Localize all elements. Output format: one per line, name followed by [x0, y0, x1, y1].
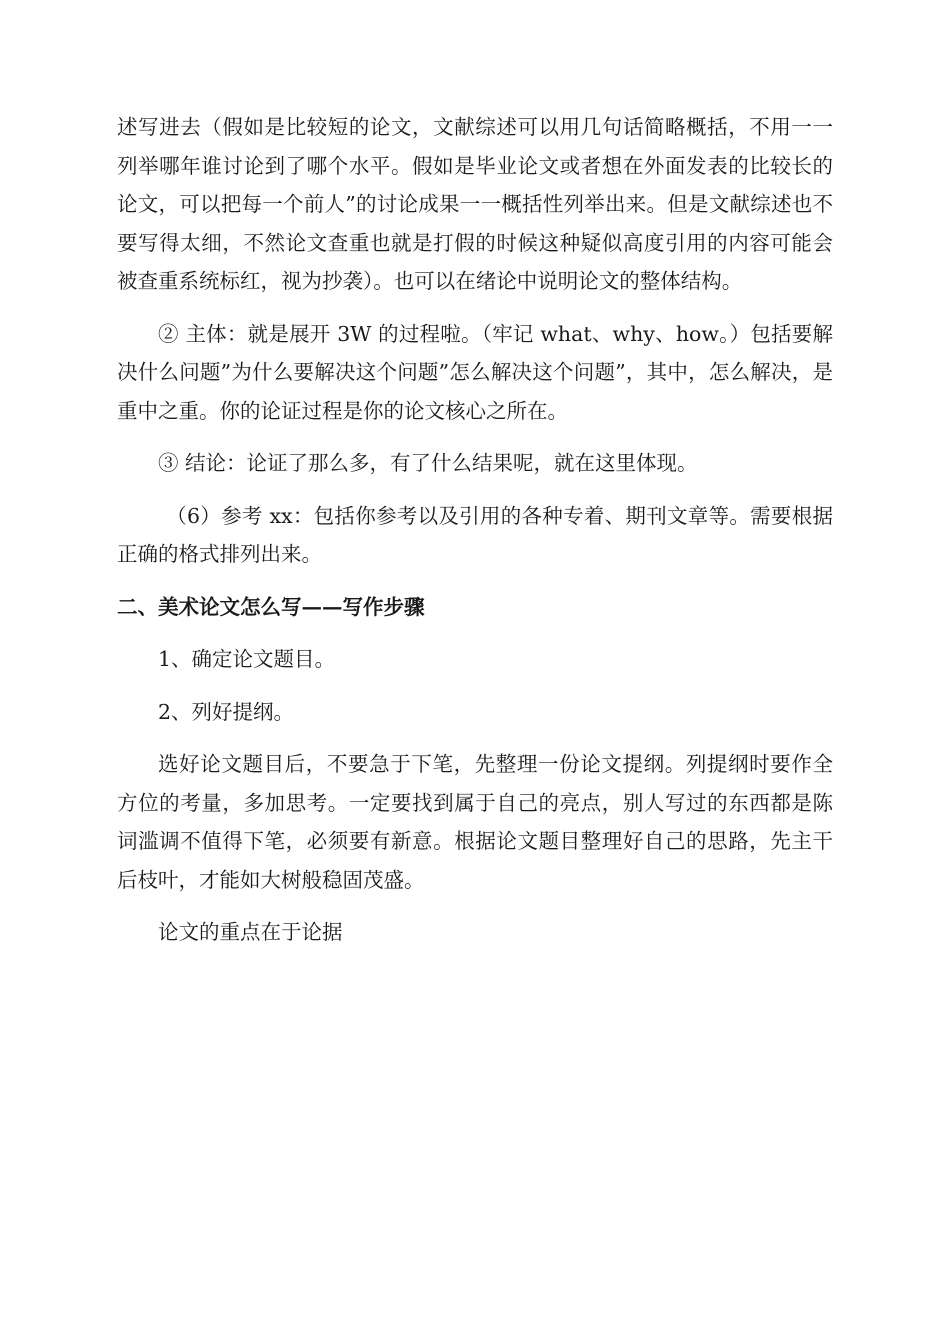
step-1: 1、确定论文题目。	[158, 647, 336, 671]
paragraph-conclusion: ③ 结论：论证了那么多，有了什么结果呢，就在这里体现。	[158, 451, 698, 475]
document-body	[117, 108, 833, 966]
step-2: 2、列好提纲。	[158, 699, 295, 724]
paragraph-references: （6）参考 xx：包括你参考以及引用的各种专着、期刊文章等。需要根据正确的格式排列出来。	[117, 503, 833, 566]
paragraph-evidence: 论文的重点在于论据	[158, 920, 343, 944]
paragraph-outline: 选好论文题目后，不要急于下笔，先整理一份论文提纲。列提纲时要作全方位的考量，多加思考。一定要找到属于自己的亮点，别人写过的东西都是陈词滥调不值得下笔，必须要有新意。根据论文题目整理好自己的思路，先主干后枝叶，才能如大树般稳固茂盛。	[117, 752, 833, 892]
paragraph-main-body: ② 主体：就是展开 3W 的过程啦。（牢记 what、why、how。）包括要解决什么问题”为什么要解决这个问题”怎么解决这个问题”，其中，怎么解决，是重中之重。你的论证过程是你的论文核心之所在。	[117, 321, 833, 423]
section-heading: 二、美术论文怎么写——写作步骤	[117, 594, 425, 619]
paragraph-literature-review: 述写进去（假如是比较短的论文，文献综述可以用几句话简略概括，不用一一列举哪年谁讨论到了哪个水平。假如是毕业论文或者想在外面发表的比较长的论文，可以把每一个前人”的讨论成果一一概括性列举出来。但是文献综述也不要写得太细，不然论文查重也就是打假的时候这种疑似高度引用的内容可能会被查重系统标红，视为抄袭）。也可以在绪论中说明论文的整体结构。	[117, 115, 833, 293]
